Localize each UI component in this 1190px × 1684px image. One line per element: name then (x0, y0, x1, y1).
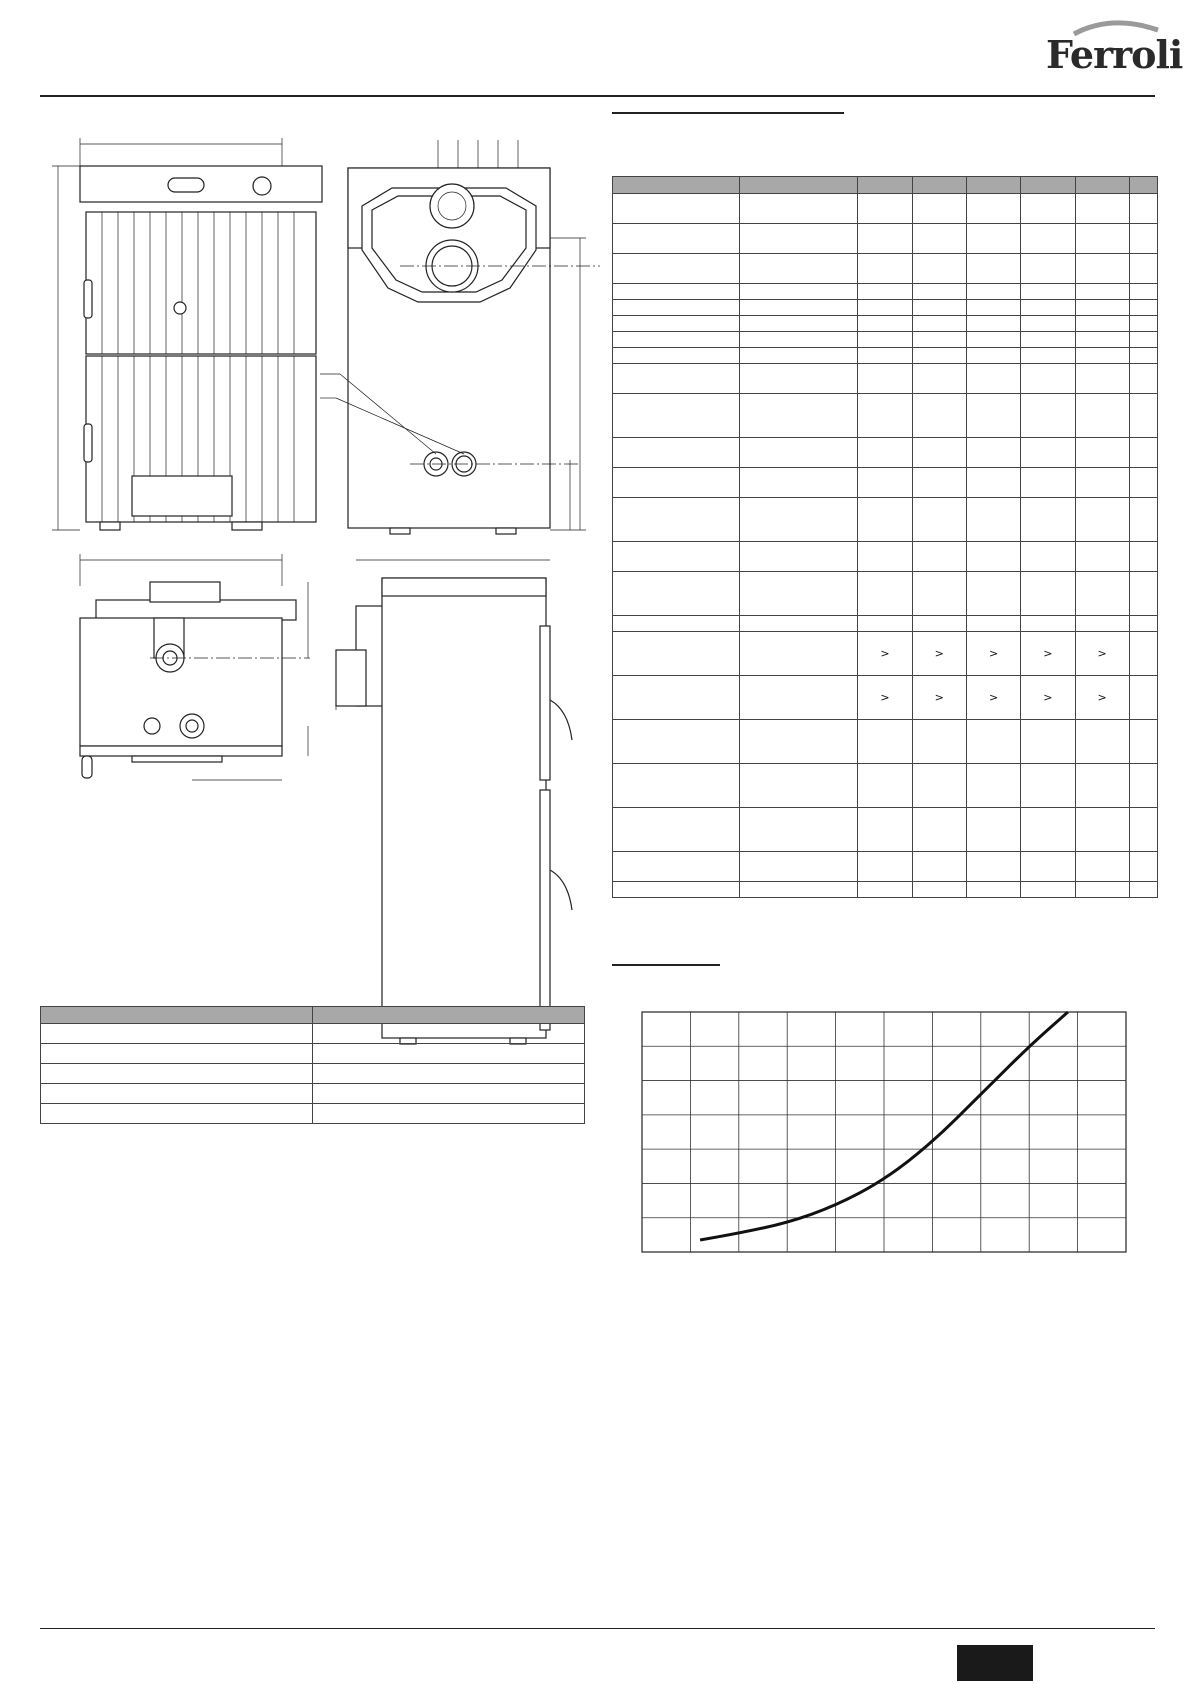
specs-table-cell: > (1021, 676, 1075, 720)
specs-table-cell (1129, 572, 1157, 616)
specs-table-cell (739, 438, 858, 468)
specs-table-cell (1021, 438, 1075, 468)
specs-table-cell (1021, 542, 1075, 572)
specs-table-cell (1075, 224, 1129, 254)
specs-table-cell (912, 284, 966, 300)
specs-table-row (613, 254, 1158, 284)
specs-table-cell (613, 852, 740, 882)
specs-table-cell (966, 616, 1020, 632)
specs-table-cell (1129, 468, 1157, 498)
specs-table-cell (858, 616, 912, 632)
specs-table-cell (912, 764, 966, 808)
specs-table-cell (613, 882, 740, 898)
specs-table-cell (912, 542, 966, 572)
specs-table-cell (1129, 542, 1157, 572)
specs-table-cell (1129, 852, 1157, 882)
specs-table-cell (1021, 764, 1075, 808)
specs-table-row (613, 632, 1158, 676)
legend-table-cell (41, 1104, 313, 1124)
specs-table-cell (1129, 348, 1157, 364)
specs-table-cell (1129, 300, 1157, 316)
specs-table-cell (858, 468, 912, 498)
specs-table-cell (858, 438, 912, 468)
specs-table-cell (1129, 364, 1157, 394)
specs-table-cell (966, 394, 1020, 438)
specs-table-cell (912, 438, 966, 468)
specs-table-cell (858, 394, 912, 438)
specs-table-cell (1075, 300, 1129, 316)
specs-table-cell: > (858, 676, 912, 720)
specs-table-cell (739, 852, 858, 882)
legend-table-cell (41, 1044, 313, 1064)
specs-table-cell (739, 882, 858, 898)
legend-table-header (41, 1007, 585, 1024)
specs-table-cell (1021, 194, 1075, 224)
specs-table-row (613, 572, 1158, 616)
specs-table-cell: > (912, 632, 966, 676)
specs-table-cell (613, 300, 740, 316)
legend-table-cell (313, 1084, 585, 1104)
legend-table-row (41, 1064, 585, 1084)
specs-table-cell (739, 720, 858, 764)
specs-table-cell (966, 764, 1020, 808)
legend-table-row (41, 1024, 585, 1044)
specs-table-cell (1075, 468, 1129, 498)
specs-table-cell: > (1021, 632, 1075, 676)
legend-table-row (41, 1104, 585, 1124)
specs-table-cell (739, 364, 858, 394)
specs-table-header (613, 177, 1158, 194)
specs-table-cell (912, 882, 966, 898)
specs-table-cell (1075, 316, 1129, 332)
specs-table-cell (1075, 764, 1129, 808)
specs-table-cell (1075, 284, 1129, 300)
specs-table-row (613, 224, 1158, 254)
specs-table-row (613, 284, 1158, 300)
specs-table-cell (966, 808, 1020, 852)
specs-table-cell (858, 348, 912, 364)
legend-table-cell (41, 1024, 313, 1044)
specs-table-cell (739, 284, 858, 300)
specs-table-cell (1021, 498, 1075, 542)
specs-table-cell (1021, 808, 1075, 852)
specs-table-cell (613, 224, 740, 254)
specs-table-cell (1021, 364, 1075, 394)
specs-table-cell (1075, 720, 1129, 764)
specs-table-cell (858, 284, 912, 300)
specs-table-cell (1021, 572, 1075, 616)
specs-table-cell: > (1075, 632, 1129, 676)
specs-table-row (613, 332, 1158, 348)
specs-table-cell (739, 254, 858, 284)
specs-table-cell (1021, 852, 1075, 882)
specs-table-row (613, 468, 1158, 498)
specs-table-cell (613, 194, 740, 224)
specs-table-cell (739, 316, 858, 332)
specs-table-cell (912, 348, 966, 364)
chart-section-rule (612, 964, 720, 966)
specs-table-cell (1075, 332, 1129, 348)
specs-table-cell (739, 676, 858, 720)
specs-table-cell: > (858, 632, 912, 676)
specs-table-cell (966, 572, 1020, 616)
specs-table-cell (613, 572, 740, 616)
specs-table-cell (613, 332, 740, 348)
specs-table-cell (1129, 720, 1157, 764)
specs-table-cell (912, 194, 966, 224)
specs-table-cell (966, 224, 1020, 254)
specs-table-cell (1129, 764, 1157, 808)
specs-table-cell (966, 498, 1020, 542)
specs-table-row (613, 676, 1158, 720)
specs-table-cell (966, 194, 1020, 224)
specs-table-cell (912, 224, 966, 254)
specs-table-cell (858, 542, 912, 572)
legend-table-row (41, 1044, 585, 1064)
legend-table-cell (313, 1044, 585, 1064)
specs-table-cell (1129, 332, 1157, 348)
specs-table-cell (966, 254, 1020, 284)
specs-table-cell: > (1075, 676, 1129, 720)
specs-table-cell (1129, 284, 1157, 300)
specs-table-row (613, 394, 1158, 438)
specs-table-cell (966, 364, 1020, 394)
specs-table-cell (858, 364, 912, 394)
specs-table-row (613, 852, 1158, 882)
specs-table-cell (613, 616, 740, 632)
specs-table-cell (912, 316, 966, 332)
specs-table-cell (1129, 882, 1157, 898)
specs-table-cell (739, 468, 858, 498)
specs-table-row (613, 348, 1158, 364)
specs-table-cell (613, 364, 740, 394)
specs-table-cell (858, 852, 912, 882)
specs-table-cell (1129, 316, 1157, 332)
specs-table-cell (1075, 254, 1129, 284)
specs-table-cell (912, 808, 966, 852)
specs-table-cell (1021, 394, 1075, 438)
specs-table-cell (1075, 438, 1129, 468)
specs-table-cell (966, 316, 1020, 332)
specs-table-cell (1021, 348, 1075, 364)
specs-table-row (613, 542, 1158, 572)
specs-table-cell (739, 498, 858, 542)
specs-table-cell (1021, 254, 1075, 284)
specs-table-cell (912, 364, 966, 394)
specs-table-cell (1129, 616, 1157, 632)
specs-table-cell (613, 284, 740, 300)
specs-table-cell (1129, 438, 1157, 468)
specs-table-cell (858, 300, 912, 316)
specs-table-cell (1021, 720, 1075, 764)
specs-table-cell (858, 808, 912, 852)
legend-table-cell (41, 1084, 313, 1104)
specs-table-cell (966, 882, 1020, 898)
specs-table-cell (613, 498, 740, 542)
specs-table-row (613, 316, 1158, 332)
specs-table-cell (1021, 316, 1075, 332)
header-rule (40, 95, 1155, 97)
specs-table-cell: > (966, 676, 1020, 720)
specs-section-rule (612, 112, 844, 114)
specs-table-cell (613, 764, 740, 808)
specs-table-cell (1075, 194, 1129, 224)
specs-table-cell (1075, 348, 1129, 364)
specs-table-cell (912, 254, 966, 284)
specs-table-cell: > (912, 676, 966, 720)
specs-table-cell (739, 194, 858, 224)
specs-table-row (613, 300, 1158, 316)
specs-table-cell (1129, 224, 1157, 254)
specs-table-cell (613, 720, 740, 764)
specs-table-cell (613, 438, 740, 468)
legend-table (40, 1006, 585, 1124)
top-view-drawing (80, 554, 310, 780)
specs-table-cell (739, 764, 858, 808)
page-number-tab (957, 1645, 1033, 1681)
footer-rule (40, 1628, 1155, 1629)
specs-table-cell (739, 808, 858, 852)
specs-table-cell (1129, 254, 1157, 284)
specs-table-cell (858, 316, 912, 332)
specs-table-cell (858, 224, 912, 254)
specs-table-cell (739, 332, 858, 348)
specs-table-cell (739, 616, 858, 632)
specs-table-cell (912, 394, 966, 438)
specs-table-row (613, 720, 1158, 764)
specs-table-row (613, 808, 1158, 852)
specs-table-cell (613, 676, 740, 720)
specs-table-cell (1021, 284, 1075, 300)
specs-table-cell (1021, 332, 1075, 348)
specs-table-cell (966, 332, 1020, 348)
specs-table-cell (1075, 572, 1129, 616)
specs-table-cell (739, 300, 858, 316)
specs-table-cell (858, 254, 912, 284)
specs-table-cell (1075, 364, 1129, 394)
specs-table-cell (1129, 194, 1157, 224)
specs-table-cell (1129, 394, 1157, 438)
legend-table-cell (41, 1064, 313, 1084)
specs-table-row (613, 616, 1158, 632)
specs-table-cell (613, 394, 740, 438)
specs-table-cell (739, 542, 858, 572)
specs-table-cell (1075, 808, 1129, 852)
legend-table-cell (313, 1024, 585, 1044)
specs-table-cell (613, 468, 740, 498)
specs-table-cell (1129, 808, 1157, 852)
technical-drawings (40, 130, 600, 1050)
specs-table-cell (613, 348, 740, 364)
specs-table-row (613, 194, 1158, 224)
specs-table-cell (1021, 224, 1075, 254)
specs-table-cell (858, 882, 912, 898)
specs-table-cell (1129, 498, 1157, 542)
specs-table-cell (966, 348, 1020, 364)
pressure-loss-chart (642, 1012, 1126, 1252)
specs-table-cell (858, 720, 912, 764)
specs-table-cell (1075, 616, 1129, 632)
specs-table-cell: > (966, 632, 1020, 676)
specs-table-cell (858, 572, 912, 616)
specs-table-cell (613, 254, 740, 284)
specs-table-cell (1129, 676, 1157, 720)
legend-table-cell (313, 1104, 585, 1124)
specs-table-cell (739, 224, 858, 254)
legend-table-cell (313, 1064, 585, 1084)
specs-table-cell (966, 300, 1020, 316)
specs-table-cell (912, 300, 966, 316)
specs-table-cell (1129, 632, 1157, 676)
specs-table-cell (912, 720, 966, 764)
specs-table-cell (739, 348, 858, 364)
specs-table-cell (613, 632, 740, 676)
specs-table-cell (1021, 616, 1075, 632)
specs-table-cell (858, 498, 912, 542)
specs-table-cell (966, 542, 1020, 572)
specs-table-cell (966, 284, 1020, 300)
specs-table-cell (912, 498, 966, 542)
specs-table (612, 176, 1158, 898)
specs-table-cell (613, 808, 740, 852)
specs-table-cell (966, 468, 1020, 498)
specs-table-row (613, 882, 1158, 898)
specs-table-row (613, 764, 1158, 808)
specs-table-cell (1021, 300, 1075, 316)
specs-table-cell (912, 468, 966, 498)
specs-table-row (613, 438, 1158, 468)
specs-table-cell (966, 852, 1020, 882)
specs-table-cell (912, 572, 966, 616)
back-view-drawing (320, 140, 600, 534)
specs-table-cell (858, 332, 912, 348)
specs-table-cell (912, 616, 966, 632)
specs-table-cell (613, 316, 740, 332)
specs-table-cell (613, 542, 740, 572)
specs-table-cell (739, 394, 858, 438)
specs-table-cell (1021, 468, 1075, 498)
specs-table-cell (912, 852, 966, 882)
ferroli-logo (1046, 24, 1183, 77)
specs-table-cell (739, 632, 858, 676)
logo-text: Ferroli (1046, 32, 1183, 77)
specs-table-cell (966, 720, 1020, 764)
specs-table-cell (1075, 542, 1129, 572)
specs-table-row (613, 498, 1158, 542)
side-view-drawing (336, 560, 572, 1044)
specs-table-cell (1075, 852, 1129, 882)
specs-table-cell (1021, 882, 1075, 898)
specs-table-cell (858, 194, 912, 224)
legend-table-row (41, 1084, 585, 1104)
front-view-drawing (52, 138, 322, 530)
specs-table-cell (1075, 498, 1129, 542)
specs-table-cell (1075, 882, 1129, 898)
specs-table-row (613, 364, 1158, 394)
specs-table-cell (966, 438, 1020, 468)
specs-table-cell (858, 764, 912, 808)
specs-table-cell (912, 332, 966, 348)
specs-table-cell (739, 572, 858, 616)
specs-table-cell (1075, 394, 1129, 438)
